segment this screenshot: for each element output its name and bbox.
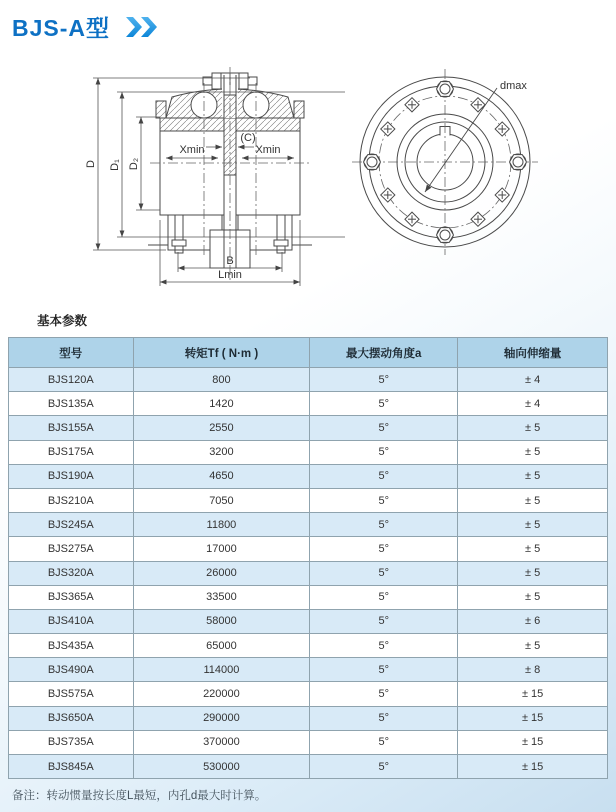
table-cell: ± 5 <box>458 537 608 561</box>
table-cell: BJS190A <box>9 464 134 488</box>
dim-label-d1: D₁ <box>109 159 121 171</box>
table-row <box>9 561 608 585</box>
table-row <box>9 416 608 440</box>
table-cell: BJS575A <box>9 682 134 706</box>
table-cell: 5° <box>310 464 458 488</box>
table-row <box>9 609 608 633</box>
table-cell: 5° <box>310 561 458 585</box>
table-cell: 290000 <box>133 706 310 730</box>
table-cell: 5° <box>310 368 458 392</box>
table-row <box>9 440 608 464</box>
dim-label-d2: D₂ <box>128 157 140 171</box>
table-row <box>9 464 608 488</box>
table-cell: 2550 <box>133 416 310 440</box>
table-cell: BJS735A <box>9 730 134 754</box>
table-cell: 5° <box>310 440 458 464</box>
table-row <box>9 537 608 561</box>
dim-label-dmax: dmax <box>500 80 527 92</box>
table-cell: ± 15 <box>458 706 608 730</box>
table-row <box>9 585 608 609</box>
table-cell: BJS845A <box>9 755 134 779</box>
table-row <box>9 706 608 730</box>
column-header: 转矩Tf ( N·m ) <box>133 338 310 368</box>
table-cell: 114000 <box>133 658 310 682</box>
column-header: 轴向伸缩量 <box>458 338 608 368</box>
table-cell: ± 4 <box>458 368 608 392</box>
dim-label-d: D <box>85 160 97 168</box>
table-cell: 5° <box>310 730 458 754</box>
table-cell: 530000 <box>133 755 310 779</box>
table-cell: BJS245A <box>9 513 134 537</box>
column-header: 型号 <box>9 338 134 368</box>
table-cell: BJS320A <box>9 561 134 585</box>
table-cell: 17000 <box>133 537 310 561</box>
footer-note: 备注：转动惯量按长度L最短，内孔d最大时计算。 <box>12 790 267 802</box>
table-row <box>9 368 608 392</box>
table-cell: 58000 <box>133 609 310 633</box>
dim-label-xmin-right: Xmin <box>255 144 281 156</box>
table-cell: BJS120A <box>9 368 134 392</box>
table-cell: BJS365A <box>9 585 134 609</box>
table-cell: ± 5 <box>458 561 608 585</box>
table-body <box>9 368 608 779</box>
table-cell: ± 5 <box>458 634 608 658</box>
page-title: BJS-A型 <box>12 15 111 41</box>
table-cell: ± 5 <box>458 513 608 537</box>
table-header-row <box>9 338 608 368</box>
table-row <box>9 755 608 779</box>
table-cell: 5° <box>310 416 458 440</box>
column-header: 最大摆动角度a <box>310 338 458 368</box>
titlebar <box>12 10 160 43</box>
coupling-end-view <box>352 69 538 255</box>
table-cell: BJS175A <box>9 440 134 464</box>
table-cell: 370000 <box>133 730 310 754</box>
table-cell: 5° <box>310 706 458 730</box>
spec-table <box>8 337 608 779</box>
table-row <box>9 682 608 706</box>
table-cell: 11800 <box>133 513 310 537</box>
table-cell: 7050 <box>133 488 310 512</box>
table-cell: 5° <box>310 585 458 609</box>
table-cell: 5° <box>310 755 458 779</box>
technical-drawing <box>0 55 616 305</box>
double-chevron-icon <box>124 15 160 39</box>
table-cell: 220000 <box>133 682 310 706</box>
table-cell: BJS135A <box>9 392 134 416</box>
coupling-section-view <box>85 67 345 286</box>
table-cell: ± 15 <box>458 730 608 754</box>
table-cell: 5° <box>310 634 458 658</box>
table-cell: ± 5 <box>458 416 608 440</box>
table-cell: 4650 <box>133 464 310 488</box>
table-cell: 5° <box>310 513 458 537</box>
table-cell: ± 15 <box>458 682 608 706</box>
table-row <box>9 658 608 682</box>
table-row <box>9 634 608 658</box>
table-cell: BJS210A <box>9 488 134 512</box>
table-cell: 5° <box>310 658 458 682</box>
table-cell: 5° <box>310 682 458 706</box>
dmax-leader-line <box>425 88 497 192</box>
table-cell: BJS155A <box>9 416 134 440</box>
table-cell: ± 5 <box>458 488 608 512</box>
table-row <box>9 488 608 512</box>
dim-label-xmin-left: Xmin <box>179 144 205 156</box>
dim-label-b: B <box>226 255 234 267</box>
dim-label-c: (C) <box>240 132 256 144</box>
table-cell: 65000 <box>133 634 310 658</box>
table-cell: 1420 <box>133 392 310 416</box>
table-cell: 5° <box>310 609 458 633</box>
table-cell: 5° <box>310 488 458 512</box>
table-cell: ± 4 <box>458 392 608 416</box>
table-cell: ± 15 <box>458 755 608 779</box>
table-cell: 3200 <box>133 440 310 464</box>
table-cell: ± 5 <box>458 585 608 609</box>
table-cell: 5° <box>310 537 458 561</box>
table-cell: ± 5 <box>458 464 608 488</box>
table-cell: ± 5 <box>458 440 608 464</box>
table-header <box>9 338 608 368</box>
section-heading: 基本参数 <box>37 314 88 328</box>
table-row <box>9 730 608 754</box>
table-cell: BJS435A <box>9 634 134 658</box>
table-cell: 5° <box>310 392 458 416</box>
table-cell: BJS275A <box>9 537 134 561</box>
table-cell: 800 <box>133 368 310 392</box>
table-cell: 26000 <box>133 561 310 585</box>
table-cell: BJS650A <box>9 706 134 730</box>
table-row <box>9 513 608 537</box>
table-cell: ± 8 <box>458 658 608 682</box>
table-cell: BJS490A <box>9 658 134 682</box>
table-cell: BJS410A <box>9 609 134 633</box>
table-cell: ± 6 <box>458 609 608 633</box>
dim-label-lmin: Lmin <box>218 269 242 281</box>
table-row <box>9 392 608 416</box>
table-cell: 33500 <box>133 585 310 609</box>
